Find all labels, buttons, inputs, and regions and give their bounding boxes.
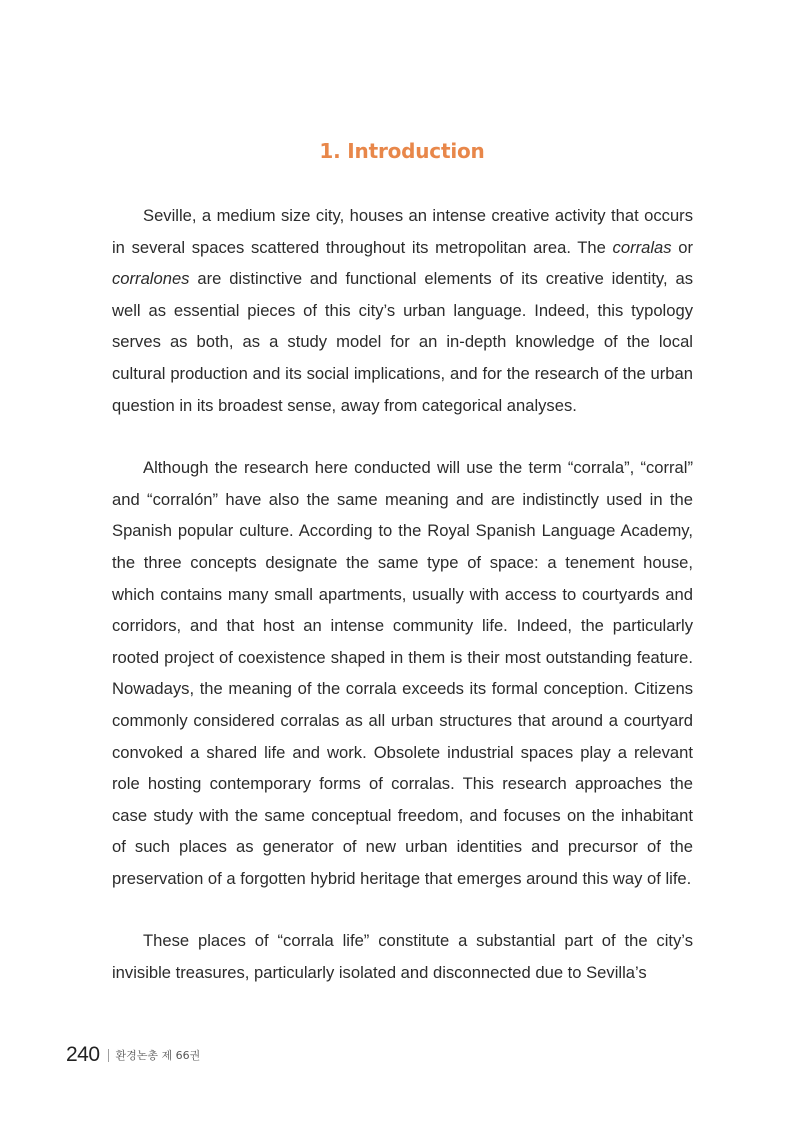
paragraph-1-text-a: Seville, a medium size city, houses an intense creative activity that occurs in several spaces scattered throughout its metropolitan area. The [112, 206, 693, 257]
term-corralas: corralas [612, 237, 672, 257]
paragraph-1-text-c: are distinctive and functional elements of its creative identity, as well as essential pieces of this city’s urban language. Indeed, this typology serves as both, as a study model for an in-depth knowledge of the local cultural production and its social implications, and for the research of the urban question in its broadest sense, away from categorical analyses. [112, 269, 693, 415]
section-heading: 1. Introduction [319, 139, 485, 163]
paragraph-3: These places of “corrala life” constitute a substantial part of the city’s invisible treasures, particularly isolated and disconnected due to Sevilla’s [112, 931, 693, 983]
term-corralones: corralones [112, 269, 190, 289]
paragraph-1 [112, 200, 693, 421]
page-footer [66, 1040, 200, 1070]
page-number: 240 [66, 1043, 100, 1066]
paragraph-2: Although the research here conducted will use the term “corrala”, “corral” and “corralón” have also the same meaning and are indistinctly used in the Spanish popular culture. According to the Royal Spanish Language Academy, the three concepts designate the same type of space: a tenement house, which contains many small apartments, usually with access to courtyards and corridors, and that host an intense community life. Indeed, the particularly rooted project of coexistence shaped in them is their most outstanding feature. Nowadays, the meaning of the corrala exceeds its formal conception. Citizens commonly considered corralas as all urban structures that around a courtyard convoked a shared life and work. Obsolete industrial spaces play a relevant role hosting contemporary forms of corralas. This research approaches the case study with the same conceptual freedom, and focuses on the inhabitant of such places as generator of new urban identities and precursor of the preservation of a forgotten hybrid heritage that emerges around this way of life. [112, 458, 693, 888]
paragraph-1-text-b: or [671, 237, 693, 257]
journal-name: 환경논총 제 66권 [115, 1049, 201, 1062]
footer-divider [108, 1049, 109, 1062]
body-text [112, 200, 693, 1020]
